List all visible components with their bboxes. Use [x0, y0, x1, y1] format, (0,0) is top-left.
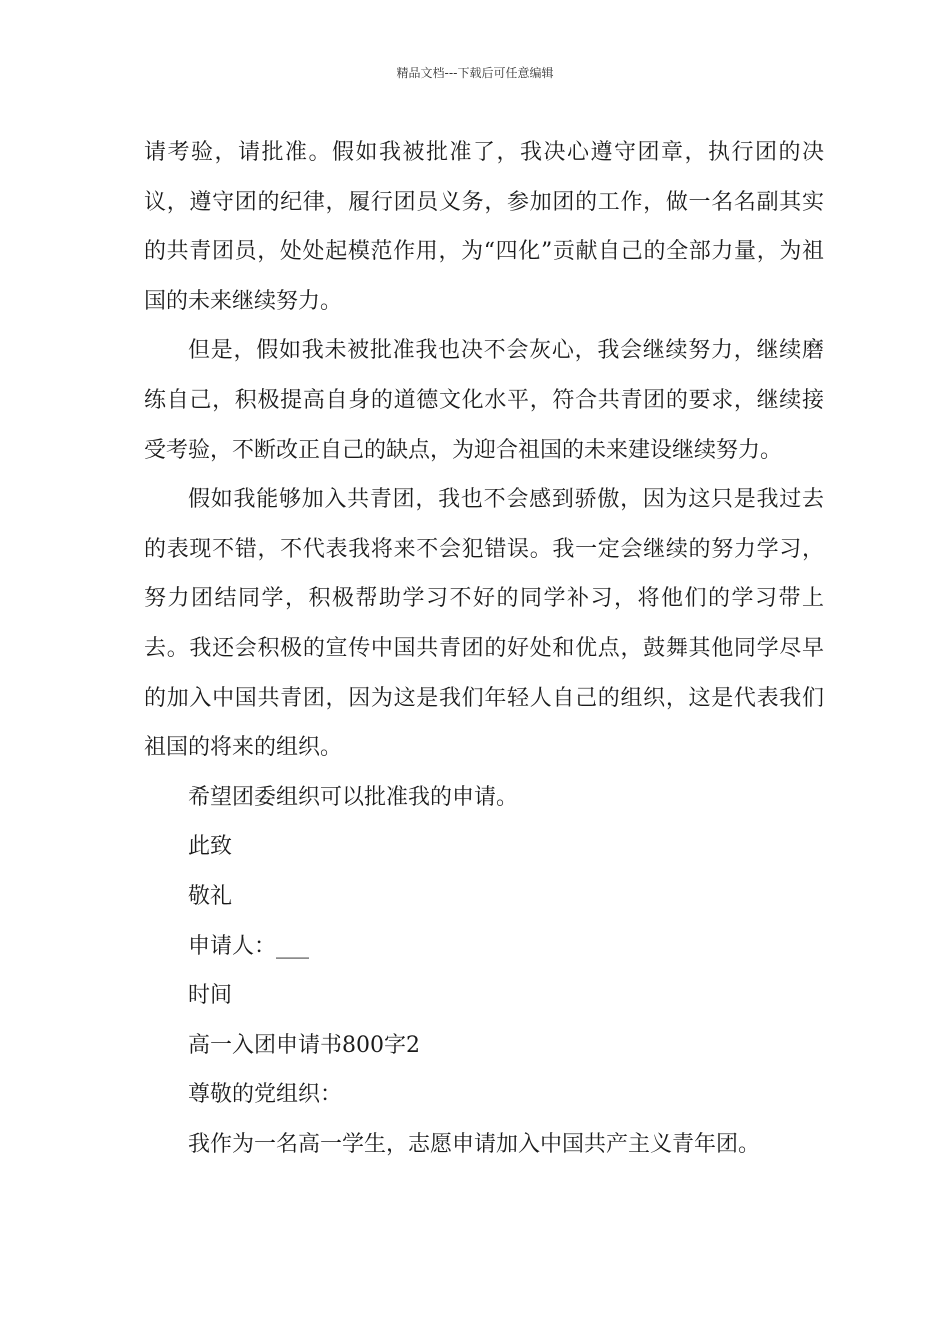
paragraph-continued: 请考验，请批准。假如我被批准了，我决心遵守团章，执行团的决议，遵守团的纪律，履行团员义务，参加团的工作，做一名名副其实的共青团员，处处起模范作用，为“四化”贡献自己的全部力量，为祖国的未来继续努力。 — [144, 140, 824, 314]
paragraph: 但是，假如我未被批准我也决不会灰心，我会继续努力，继续磨练自己，积极提高自身的道德文化水平，符合共青团的要求，继续接受考验，不断改正自己的缺点，为迎合祖国的未来建设继续努力。 — [144, 338, 824, 463]
time-line: 时间 — [188, 983, 233, 1009]
document-body — [144, 128, 824, 1169]
intro-line: 我作为一名高一学生，志愿申请加入中国共产主义青年团。 — [188, 1131, 761, 1157]
salutation: 尊敬的党组织： — [188, 1082, 343, 1108]
section-title: 高一入团申请书800字2 — [188, 1032, 420, 1058]
closing-salute: 敬礼 — [188, 883, 233, 909]
paragraph: 假如我能够加入共青团，我也不会感到骄傲，因为这只是我过去的表现不错，不代表我将来不会犯错误。我一定会继续的努力学习，努力团结同学，积极帮助学习不好的同学补习，将他们的学习带上去。我还会积极的宣传中国共青团的好处和优点，鼓舞其他同学尽早的加入中国共青团，因为这是我们年轻人自己的组织，这是代表我们祖国的将来的组织。 — [144, 487, 824, 761]
closing-regards: 此致 — [188, 834, 233, 860]
closing-hope: 希望团委组织可以批准我的申请。 — [188, 784, 519, 810]
applicant-line: 申请人：___ — [188, 933, 310, 959]
page-header: 精品文档---下载后可任意编辑 — [396, 66, 554, 80]
